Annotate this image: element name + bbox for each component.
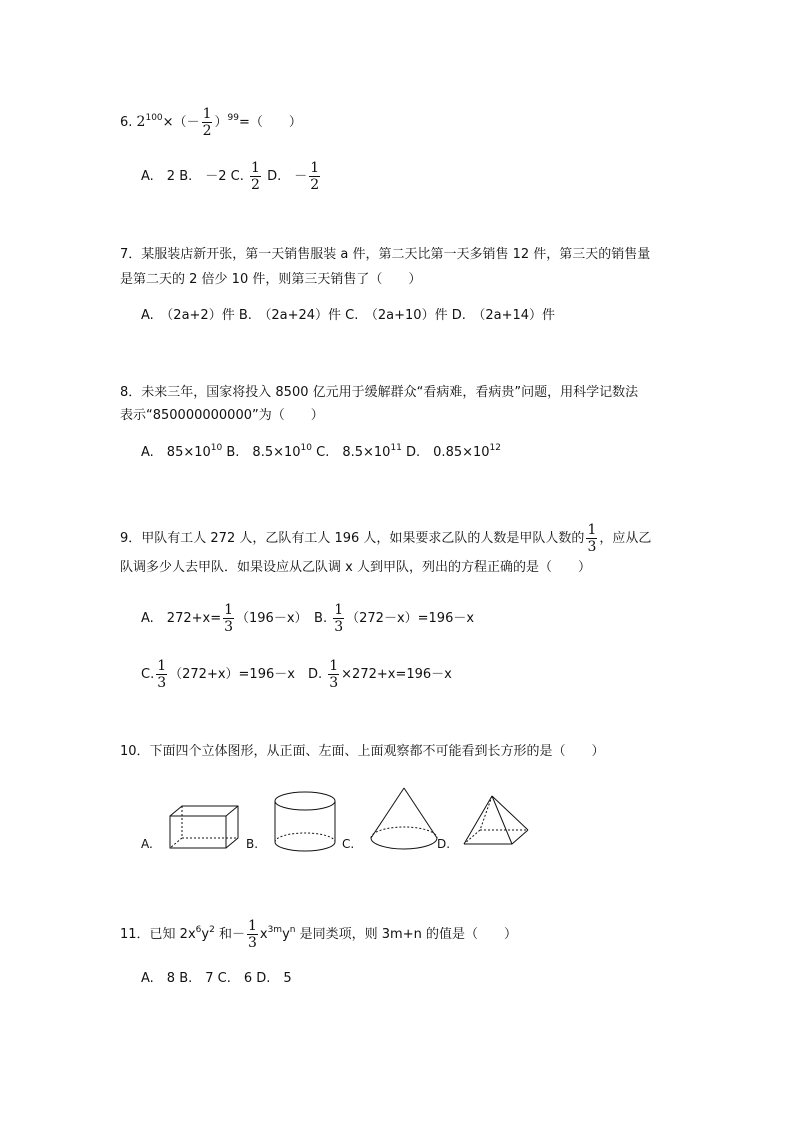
fraction: $\frac{1}{3}$ bbox=[334, 602, 344, 635]
option-d-label: D. bbox=[437, 837, 451, 851]
question-8-options: A. $85\times 10^{10}$ B. $8.5\times 10^{10}$ C. $8.5\times 10^{11}$ D. $0.85\times 10^{12}$ bbox=[141, 443, 501, 460]
cone-icon bbox=[368, 786, 440, 854]
fraction: $\frac{1}{3}$ bbox=[224, 602, 234, 635]
option-a-label: A. bbox=[141, 837, 153, 851]
question-11-options: A. 8 B. 7 C. 6 D. 5 bbox=[141, 971, 292, 986]
question-8-line-1: 8．未来三年，国家将投入 8500 亿元用于缓解群众“看病难，看病贵”问题，用科学记数法 bbox=[120, 385, 639, 400]
question-6-options: A. 2 B. －2 C. $\frac{1}{2}$ D. － $\frac{1}{2}$ bbox=[141, 160, 320, 193]
fraction: $\frac{1}{3}$ bbox=[587, 522, 597, 555]
fraction: $\frac{1}{3}$ bbox=[157, 658, 167, 691]
fraction: $\frac{1}{2}$ bbox=[251, 160, 260, 193]
question-7-options: A. （2a+2）件 B. （2a+24）件 C. （2a+10）件 D. （2a+14）件 bbox=[141, 308, 556, 323]
question-9-line-1: 9．甲队有工人 272 人，乙队有工人 196 人，如果要求乙队的人数是甲队人数的 $\frac{1}{3}$ ，应从乙 bbox=[120, 522, 652, 555]
question-7-line-1: 7．某服装店新开张，第一天销售服装 a 件，第二天比第一天多销售 12 件，第三天的销售量 bbox=[120, 247, 651, 262]
question-10-stem: 10．下面四个立体图形，从正面、左面、上面观察都不可能看到长方形的是（ ） bbox=[120, 744, 605, 759]
option-c-label: C. bbox=[342, 837, 355, 851]
question-7-line-2: 是第二天的 2 倍少 10 件，则第三天销售了（ ） bbox=[120, 272, 422, 287]
pyramid-icon bbox=[462, 794, 532, 854]
question-8-line-2: 表示“850000000000”为（ ） bbox=[120, 408, 324, 423]
question-6-stem: 6. $2^{100}\times(-$ $\frac{1}{2}$ ）$^{99}$=（ ） bbox=[120, 106, 302, 139]
fraction: $\frac{1}{3}$ bbox=[329, 658, 339, 691]
fraction: $\frac{1}{2}$ bbox=[202, 106, 212, 139]
fraction: $\frac{1}{2}$ bbox=[310, 160, 320, 193]
cuboid-icon bbox=[168, 804, 242, 852]
cylinder-icon bbox=[272, 790, 338, 854]
question-11-stem: 11．已知 $2x^6y^2$ 和－ $\frac{1}{3}$ $x^{3m}y^n$ 是同类项，则 3m+n 的值是（ ） bbox=[120, 918, 517, 951]
question-9-options-cd: C. $\frac{1}{3}$ （272+x）=196－x D. $\frac{1}{3}$ ×272+x=196－x bbox=[141, 658, 452, 691]
option-b-label: B. bbox=[246, 837, 259, 851]
fraction: $\frac{1}{3}$ bbox=[247, 918, 257, 951]
question-9-options-ab: A. 272+x= $\frac{1}{3}$ （196－x） B. $\frac{1}{3}$ （272－x）=196－x bbox=[141, 602, 475, 635]
question-9-line-2: 队调多少人去甲队．如果设应从乙队调 x 人到甲队，列出的方程正确的是（ ） bbox=[120, 560, 591, 575]
